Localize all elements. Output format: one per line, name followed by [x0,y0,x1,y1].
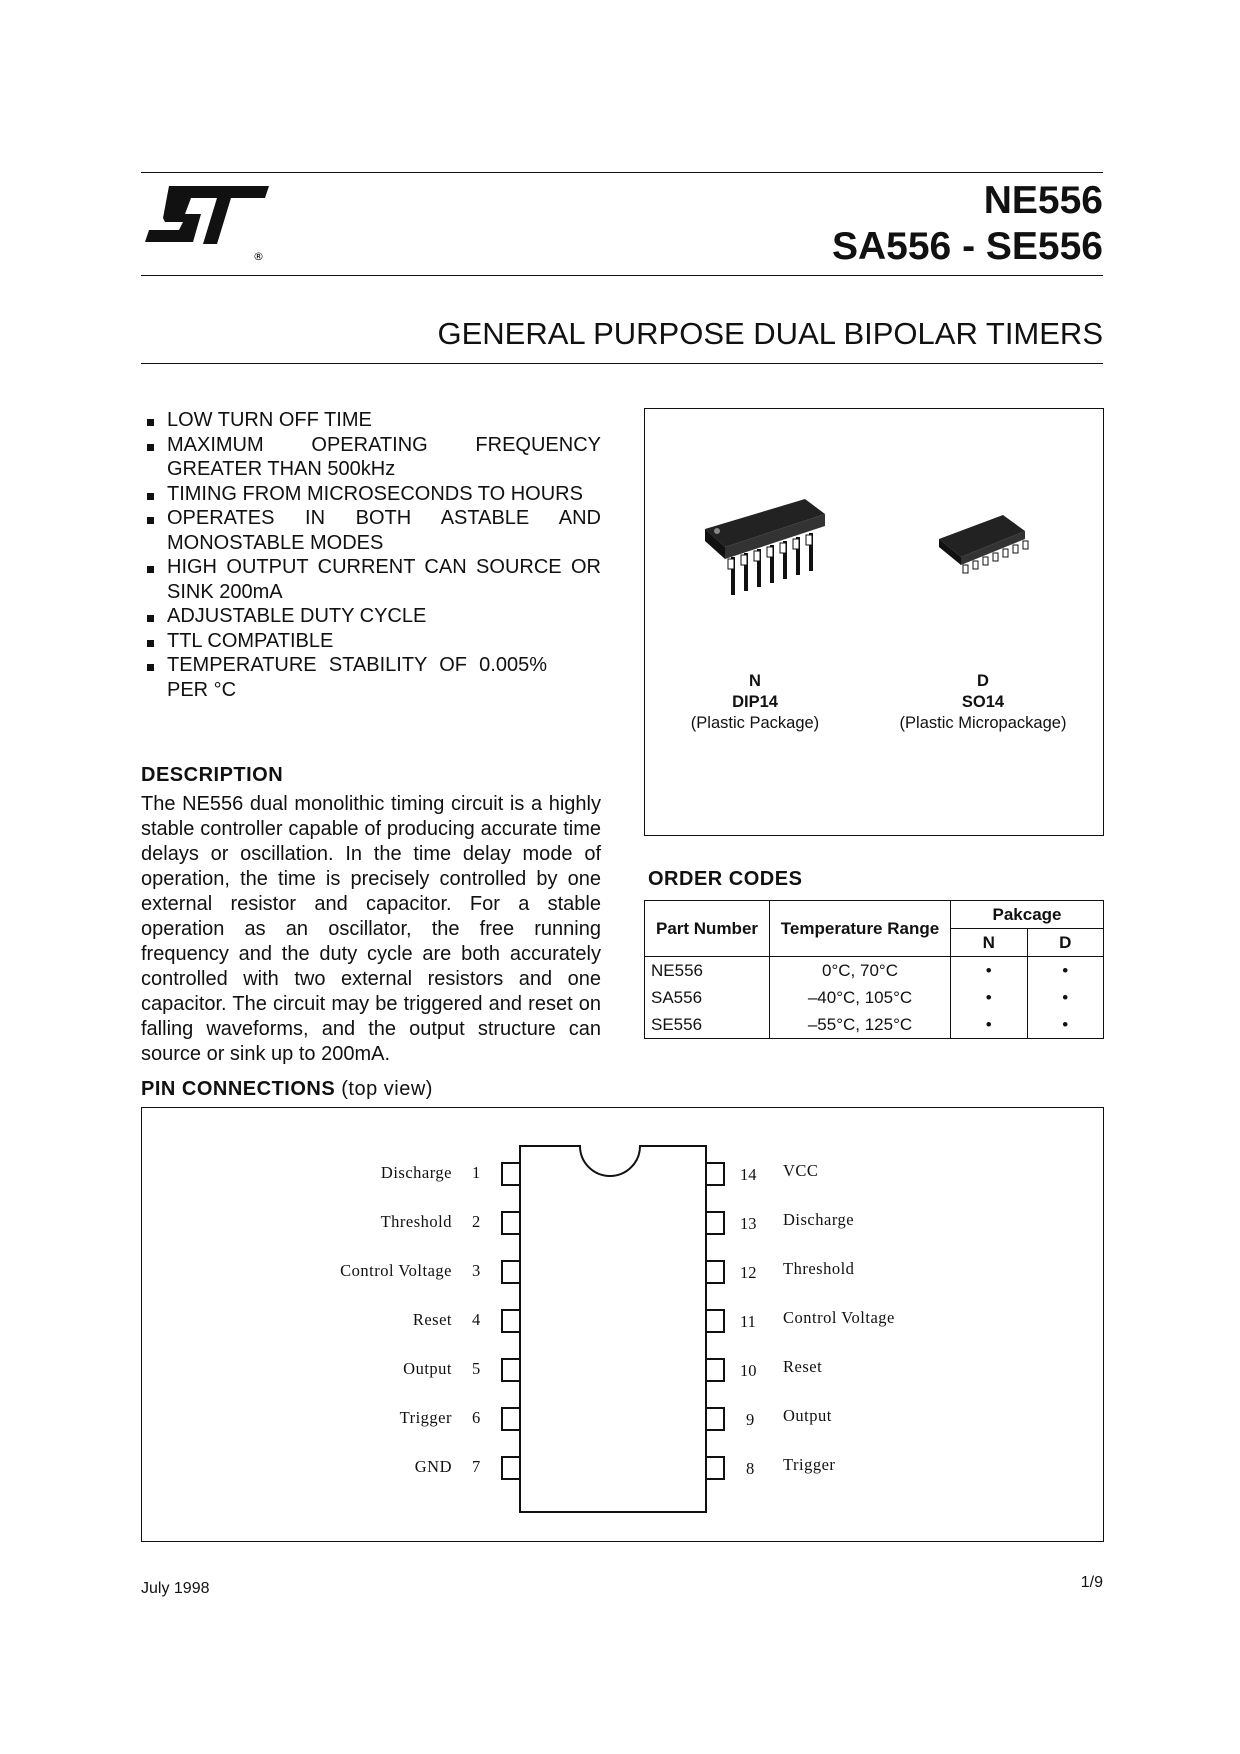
pin-label-left: GND [414,1457,452,1476]
pin-number-left: 4 [472,1310,481,1329]
pin-connections-heading [141,1078,433,1101]
order-codes-heading: ORDER CODES [648,868,803,890]
feature-item: MAXIMUM OPERATING FREQUENCY GREATER THAN 500kHz [145,433,601,482]
footer-page: 1/9 [1080,1574,1103,1591]
feature-item: TTL COMPATIBLE [145,629,601,654]
pin-number-left: 3 [472,1261,481,1280]
pin-number-right: 10 [740,1361,757,1380]
table-row [645,984,1104,1011]
pin-label-left: Reset [412,1310,452,1329]
temp-cell: –40°C, 105°C [770,984,951,1011]
pin-number-left: 1 [472,1163,481,1182]
package-box [644,408,1104,836]
pin-label-right: Threshold [783,1259,855,1278]
pin-number-left: 2 [472,1212,481,1231]
pin-diagram-box [141,1107,1104,1542]
feature-item: TEMPERATURE STABILITY OF 0.005% PER °C [145,653,547,702]
footer-date: July 1998 [141,1580,210,1597]
pin-number-left: 7 [472,1457,481,1476]
pin-label-right: Control Voltage [783,1308,895,1327]
so14-package-image [933,509,1043,589]
part-line-2: SA556 - SE556 [831,225,1103,268]
pin-pad-right [706,1212,724,1234]
part-numbers [832,178,1103,270]
dip14-code: N [749,672,761,690]
pin-label-left: Trigger [399,1408,452,1427]
order-codes-table [644,900,1104,1039]
so14-type: (Plastic Micropackage) [899,714,1067,732]
so14-code: D [977,672,989,690]
pin-pad-right [706,1310,724,1332]
st-logo [141,184,271,264]
description-heading: DESCRIPTION [141,764,284,786]
col-package: Pakcage [951,901,1104,929]
n-cell: • [951,957,1028,985]
col-temperature-range: Temperature Range [770,901,951,957]
pin-number-right: 11 [740,1312,756,1331]
registered-mark: ® [253,250,264,263]
col-d: D [1027,929,1104,957]
feature-item: TIMING FROM MICROSECONDS TO HOURS [145,482,601,507]
pin-pad-left [502,1163,520,1185]
part-cell: SA556 [645,984,770,1011]
pin-label-left: Control Voltage [340,1261,452,1280]
pin-number-left: 6 [472,1408,481,1427]
pin-pad-right [706,1359,724,1381]
col-part-number: Part Number [645,901,770,957]
table-row [645,1011,1104,1039]
pin-number-right: 9 [746,1410,755,1429]
page-title: GENERAL PURPOSE DUAL BIPOLAR TIMERS [437,316,1103,351]
pin-label-right: VCC [783,1161,819,1180]
pin-pad-right [706,1408,724,1430]
pin-label-right: Trigger [783,1455,836,1474]
pin-label-right: Reset [783,1357,823,1376]
dip14-type: (Plastic Package) [690,714,820,732]
pin-pad-right [706,1261,724,1283]
pin-heading-note: (top view) [341,1078,433,1100]
subtitle-rule [141,363,1103,364]
part-line-1: NE556 [983,179,1103,222]
feature-item: ADJUSTABLE DUTY CYCLE [145,604,601,629]
ic-package-outline [142,1108,1103,1541]
top-rule [141,172,1103,173]
temp-cell: –55°C, 125°C [770,1011,951,1039]
d-cell: • [1027,1011,1104,1039]
so14-name: SO14 [961,693,1005,711]
pin-pad-left [502,1359,520,1381]
n-cell: • [951,984,1028,1011]
part-cell: SE556 [645,1011,770,1039]
temp-cell: 0°C, 70°C [770,957,951,985]
pin-label-left: Threshold [380,1212,452,1231]
pin-heading-bold: PIN CONNECTIONS [141,1078,336,1100]
n-cell: • [951,1011,1028,1039]
pin-label-left: Discharge [380,1163,452,1182]
feature-item: OPERATES IN BOTH ASTABLE AND MONOSTABLE MODES [145,506,601,555]
feature-list [145,408,601,702]
pin-number-right: 12 [740,1263,757,1282]
mid-rule [141,275,1103,276]
d-cell: • [1027,984,1104,1011]
feature-item: LOW TURN OFF TIME [145,408,601,433]
pin-pad-right [706,1457,724,1479]
pin-number-right: 13 [740,1214,757,1233]
table-row [645,957,1104,985]
pin-pad-left [502,1212,520,1234]
dip14-label [685,671,825,734]
pin-label-right: Output [783,1406,832,1425]
pin-number-right: 8 [746,1459,755,1478]
d-cell: • [1027,957,1104,985]
dip14-package-image [695,489,835,609]
pin-pad-left [502,1261,520,1283]
pin-number-left: 5 [472,1359,481,1378]
description-text: The NE556 dual monolithic timing circuit is a highly stable controller capable of producing accurate time delays or oscillation. In the time delay mode of operation, the time is precisely controlled by one external resistor and capacitor. For a stable operation as an oscillator, the free running frequency and the duty cycle are both accurately controlled with two external resistors and one capacitor. The circuit may be triggered and reset on falling waveforms, and the output structure can source or sink up to 200mA. [141,793,601,1065]
pin-label-left: Output [403,1359,452,1378]
part-cell: NE556 [645,957,770,985]
pin-number-right: 14 [740,1165,757,1184]
pin-pad-right [706,1163,724,1185]
so14-label [883,671,1083,734]
col-n: N [951,929,1028,957]
pin-pad-left [502,1457,520,1479]
pin-pad-left [502,1408,520,1430]
feature-item: HIGH OUTPUT CURRENT CAN SOURCE OR SINK 200mA [145,555,601,604]
pin-pad-left [502,1310,520,1332]
pin-label-right: Discharge [783,1210,855,1229]
dip14-name: DIP14 [732,693,778,711]
